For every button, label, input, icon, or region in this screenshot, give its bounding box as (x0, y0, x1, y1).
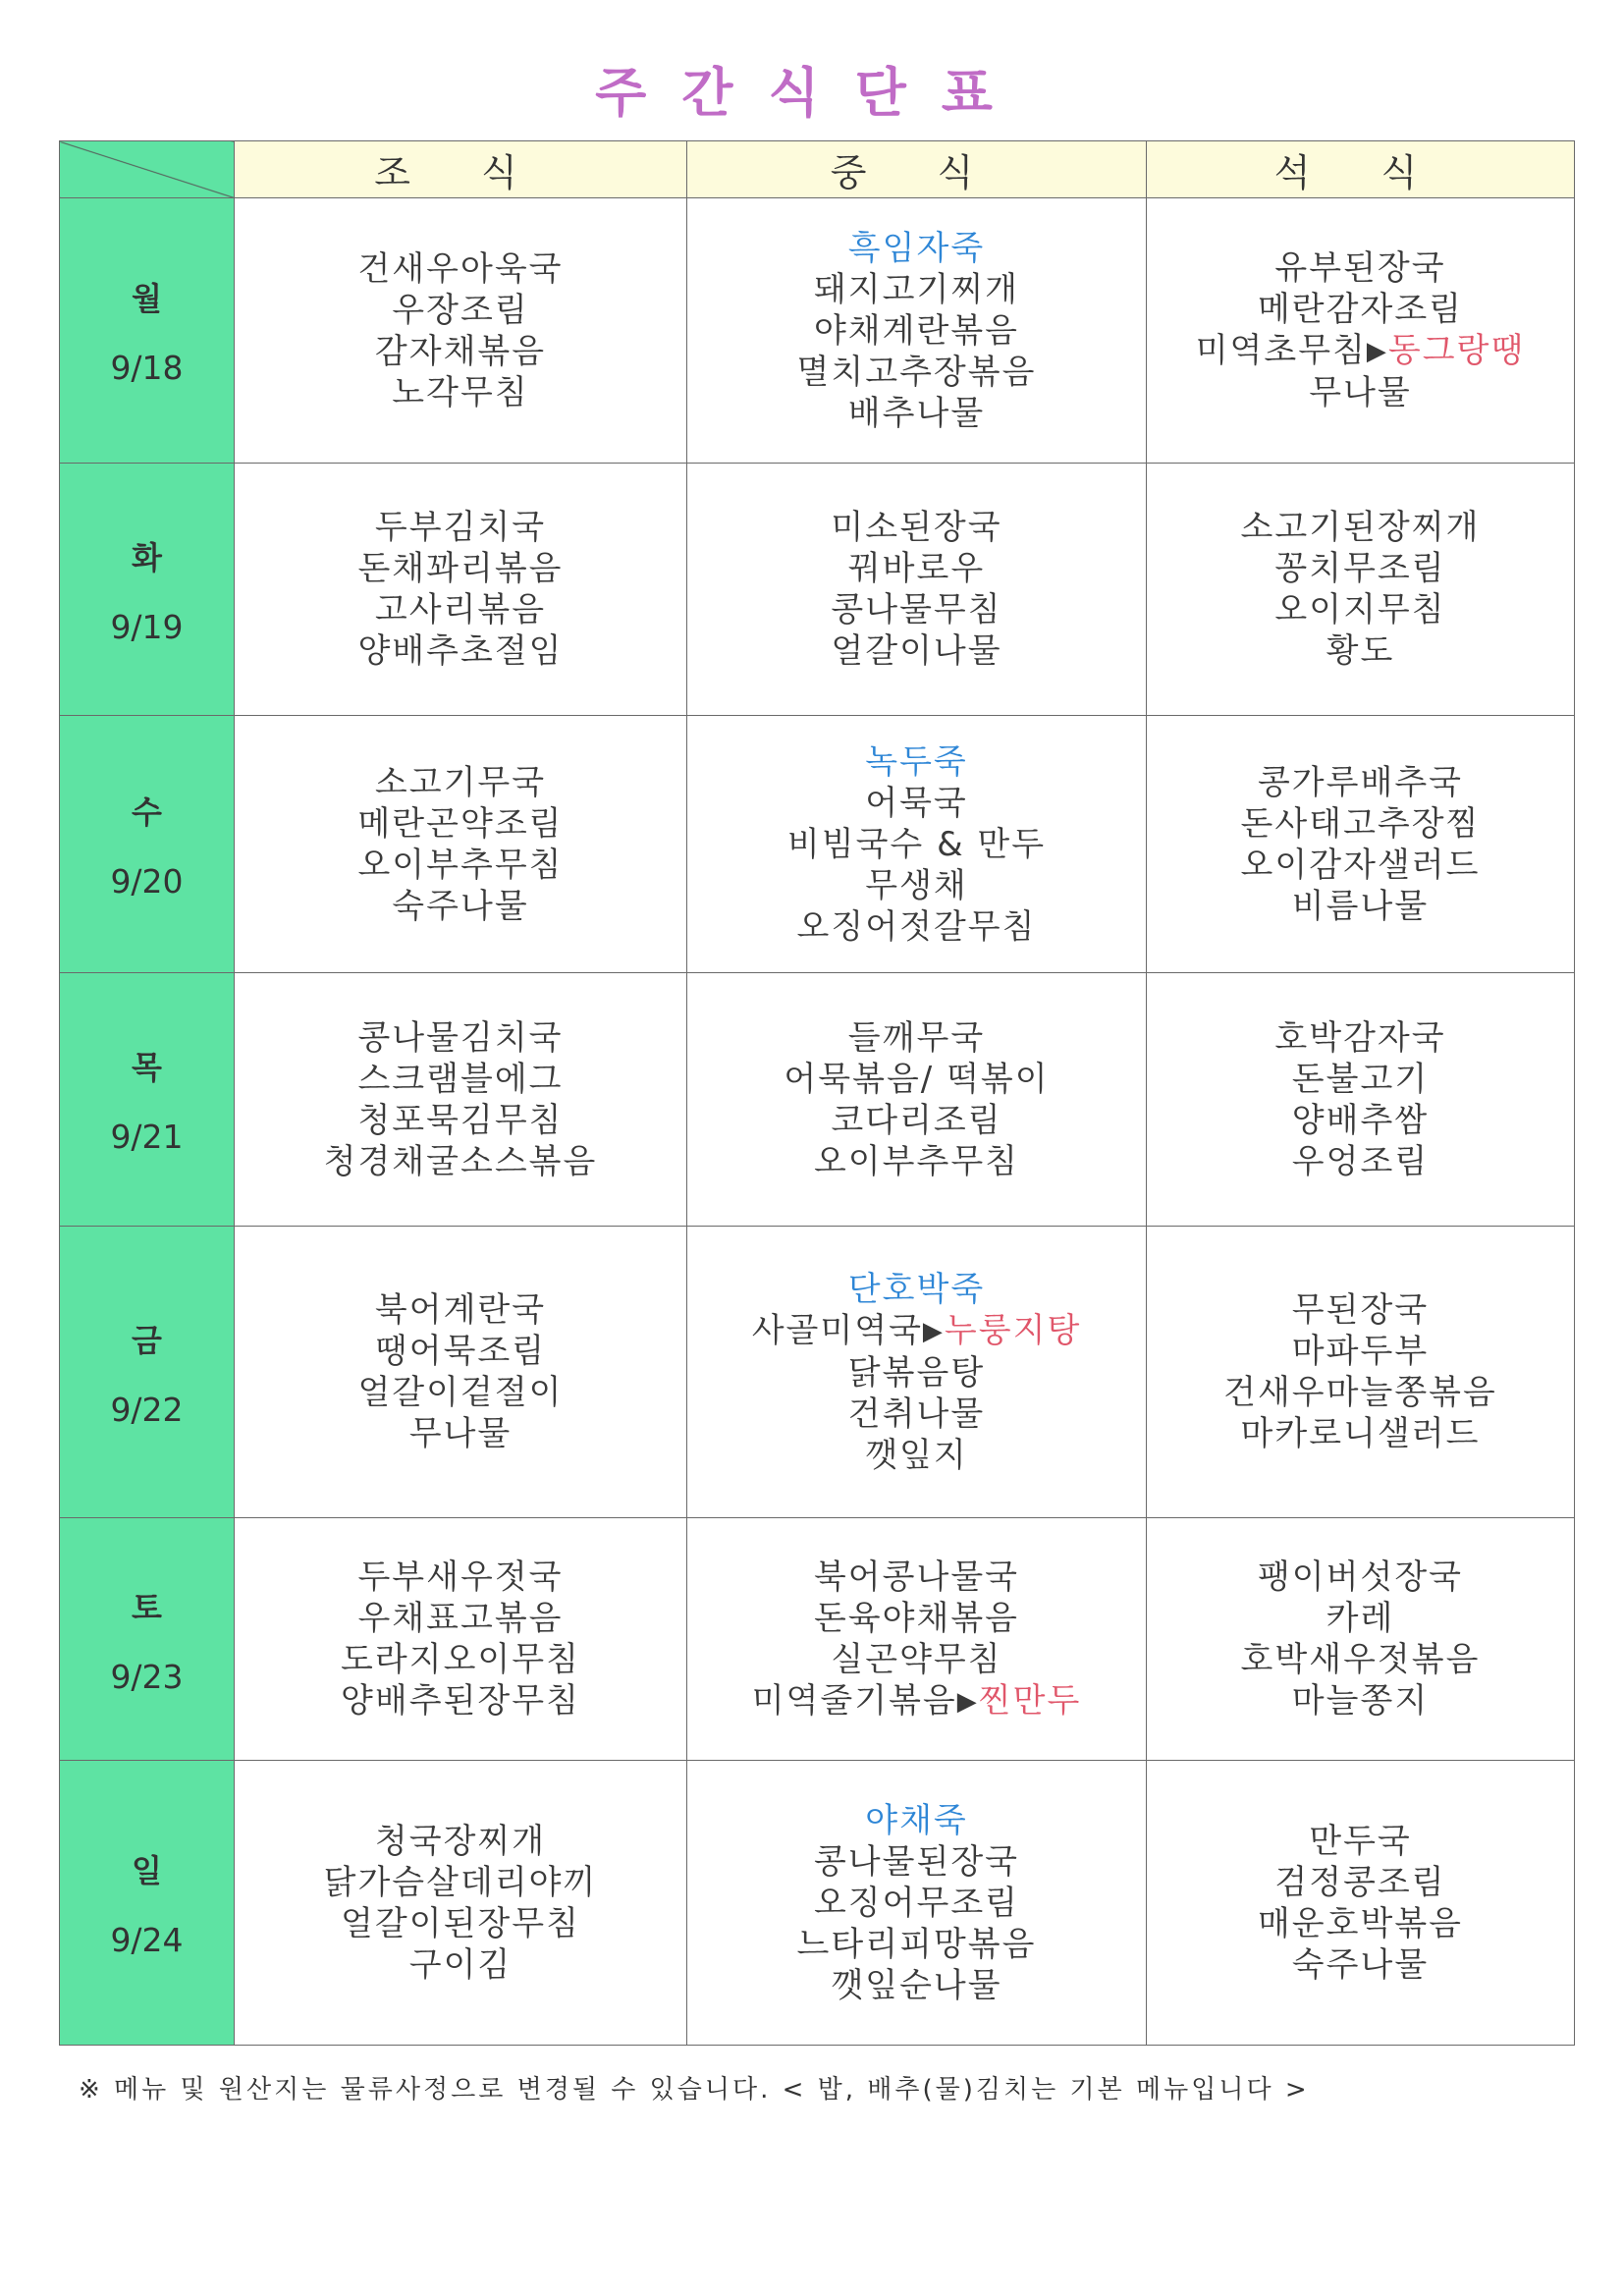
menu-item-text: 오징어무조림 (813, 1883, 1020, 1923)
menu-item (1147, 1059, 1574, 1100)
menu-item (687, 1841, 1146, 1883)
day-row (60, 716, 1575, 973)
lunch-cell (687, 716, 1147, 973)
menu-item (235, 1289, 686, 1331)
menu-item-text: 만두국 (1309, 1821, 1412, 1861)
menu-item (687, 1141, 1146, 1182)
menu-item-text: 양배추쌈 (1291, 1100, 1430, 1140)
lunch-cell (687, 1227, 1147, 1518)
menu-item (1147, 1372, 1574, 1413)
menu-item-text: 청포묵김무침 (357, 1100, 564, 1140)
page-title: 주간식단표 (595, 62, 1028, 124)
menu-item (687, 865, 1146, 906)
menu-item-text: 우장조림 (392, 290, 529, 330)
breakfast-cell (235, 1761, 687, 2046)
menu-item-text: 두부김치국 (374, 508, 547, 547)
day-name: 목 (132, 1049, 162, 1086)
menu-item (687, 1800, 1146, 1841)
footnote: ※ 메뉴 및 원산지는 물류사정으로 변경될 수 있습니다. < 밥, 배추(물)김치는 기본 메뉴입니다 > (79, 2075, 1310, 2105)
menu-body (60, 198, 1575, 2046)
menu-item-text: 무나물 (1309, 373, 1412, 412)
dinner-cell (1147, 464, 1575, 716)
day-row (60, 198, 1575, 464)
menu-item (1147, 1639, 1574, 1680)
day-cell (60, 464, 235, 716)
menu-item-text: 스크램블에그 (357, 1059, 564, 1099)
play-arrow-icon: ▶ (1366, 337, 1388, 366)
menu-item-text: 소고기된장찌개 (1240, 508, 1481, 547)
menu-item-text: 북어계란국 (374, 1290, 547, 1330)
menu-item (1147, 289, 1574, 330)
menu-item (687, 824, 1146, 865)
menu-item (687, 1965, 1146, 2006)
menu-item (1147, 1141, 1574, 1182)
menu-item-text: 카레 (1325, 1599, 1395, 1638)
menu-item (1147, 1862, 1574, 1903)
porridge-item: 흑임자죽 (847, 228, 986, 268)
menu-item (235, 1862, 686, 1903)
menu-item-text: 미역줄기볶음 (751, 1680, 957, 1721)
menu-item (1147, 1017, 1574, 1059)
menu-item (235, 548, 686, 589)
day-row (60, 1761, 1575, 2046)
day-cell (60, 973, 235, 1227)
menu-item-text: 건새우마늘쫑볶음 (1223, 1373, 1497, 1412)
dinner-cell (1147, 716, 1575, 973)
porridge-item: 녹두죽 (865, 741, 968, 782)
menu-item (687, 1017, 1146, 1059)
menu-item (235, 762, 686, 803)
day-row (60, 973, 1575, 1227)
day-name: 금 (132, 1321, 162, 1359)
menu-item-text: 노각무침 (392, 372, 529, 412)
breakfast-cell (235, 198, 687, 464)
menu-item-text: 비름나물 (1291, 886, 1430, 926)
menu-item-text: 황도 (1325, 631, 1395, 671)
menu-item-text: 숙주나물 (392, 886, 529, 926)
menu-item-text: 건새우아욱국 (357, 248, 564, 289)
porridge-item: 야채죽 (865, 1800, 968, 1840)
menu-item (1147, 548, 1574, 589)
day-date: 9/24 (110, 1921, 184, 1959)
menu-item-text: 우채표고볶음 (357, 1599, 564, 1638)
menu-item-text: 팽이버섯장국 (1257, 1558, 1464, 1597)
menu-item-text: 꽁치무조림 (1274, 549, 1446, 588)
menu-item-text: 북어콩나물국 (813, 1557, 1020, 1597)
lunch-cell (687, 198, 1147, 464)
menu-item-text: 돈채꽈리볶음 (357, 549, 564, 588)
menu-item (1147, 1557, 1574, 1598)
menu-item (235, 1331, 686, 1372)
menu-item (687, 741, 1146, 783)
menu-item (235, 1598, 686, 1639)
menu-item (1147, 589, 1574, 630)
day-date: 9/21 (110, 1118, 184, 1156)
menu-item-text: 두부새우젓국 (357, 1558, 564, 1597)
menu-item-text: 소고기무국 (374, 762, 547, 802)
menu-item (687, 1435, 1146, 1476)
header-row (60, 141, 1575, 198)
menu-item (687, 269, 1146, 310)
menu-item (235, 331, 686, 372)
menu-item (235, 630, 686, 672)
menu-item (1147, 845, 1574, 886)
menu-item (1147, 1903, 1574, 1944)
menu-item-text: 깻잎순나물 (831, 1965, 1002, 2005)
menu-item (687, 548, 1146, 589)
menu-item-text: 돈육야채볶음 (813, 1598, 1020, 1638)
menu-item-text: 얼갈이된장무침 (341, 1903, 580, 1943)
column-header-dinner: 석 식 (1147, 141, 1575, 198)
menu-item-text: 멸치고추장볶음 (796, 352, 1037, 392)
day-row (60, 1518, 1575, 1761)
menu-item (235, 1680, 686, 1722)
play-arrow-icon: ▶ (956, 1686, 979, 1717)
weekly-menu-table (59, 140, 1575, 2046)
menu-item (1147, 507, 1574, 548)
menu-item (687, 1924, 1146, 1965)
menu-item (235, 1944, 686, 1986)
menu-item (235, 1639, 686, 1680)
day-date: 9/18 (110, 349, 184, 387)
menu-item-text: 숙주나물 (1291, 1944, 1430, 1985)
day-cell (60, 1518, 235, 1761)
menu-item-text: 어묵국 (865, 783, 968, 823)
menu-item-text: 돈사태고추장찜 (1240, 803, 1481, 844)
play-arrow-icon: ▶ (922, 1316, 945, 1346)
menu-item (687, 228, 1146, 269)
menu-item (687, 310, 1146, 352)
menu-item-text: 청국장찌개 (374, 1821, 547, 1861)
menu-item-text: 닭가슴살데리야끼 (323, 1862, 598, 1902)
menu-item-text: 미역초무침 (1195, 331, 1367, 370)
menu-item (1147, 247, 1574, 289)
menu-item (1147, 1100, 1574, 1141)
dinner-cell (1147, 198, 1575, 464)
menu-item (687, 393, 1146, 434)
menu-item-text: 청경채굴소스볶음 (323, 1141, 598, 1181)
menu-item-text: 얼갈이겉절이 (357, 1373, 564, 1412)
menu-item-text: 유부된장국 (1274, 248, 1446, 288)
day-name: 월 (132, 280, 162, 317)
special-item: 누룽지탕 (944, 1310, 1082, 1350)
menu-item (1147, 762, 1574, 803)
menu-item-text: 매운호박볶음 (1257, 1903, 1464, 1943)
menu-item (235, 1372, 686, 1413)
menu-item (687, 589, 1146, 630)
menu-item (1147, 1944, 1574, 1986)
menu-item (235, 1100, 686, 1141)
lunch-cell (687, 464, 1147, 716)
menu-item (1147, 630, 1574, 672)
menu-item (235, 1413, 686, 1454)
menu-item (687, 1598, 1146, 1639)
lunch-cell (687, 973, 1147, 1227)
menu-item-text: 마카로니샐러드 (1240, 1414, 1481, 1453)
menu-item-text: 마늘쫑지 (1291, 1681, 1430, 1721)
menu-item-text: 오이부추무침 (357, 845, 564, 885)
menu-item (687, 783, 1146, 824)
day-row (60, 1227, 1575, 1518)
menu-item (235, 372, 686, 413)
menu-item-text: 호박감자국 (1274, 1017, 1446, 1058)
menu-item (1147, 372, 1574, 413)
menu-item (687, 507, 1146, 548)
menu-item (1147, 803, 1574, 845)
menu-item (687, 1680, 1146, 1722)
day-name: 토 (132, 1588, 162, 1626)
menu-item-text: 콩나물된장국 (813, 1841, 1020, 1882)
menu-item (235, 248, 686, 290)
menu-item-text: 코다리조림 (831, 1100, 1002, 1140)
menu-item (687, 906, 1146, 948)
menu-item (1147, 1821, 1574, 1862)
menu-item-text: 느타리피망볶음 (796, 1924, 1037, 1964)
menu-item-text: 야채계란볶음 (813, 310, 1020, 351)
menu-item (235, 803, 686, 845)
menu-item (687, 1352, 1146, 1394)
menu-item-text: 무된장국 (1291, 1290, 1430, 1330)
menu-item-text: 깻잎지 (865, 1435, 968, 1475)
menu-item (687, 352, 1146, 393)
menu-item (235, 1557, 686, 1598)
breakfast-cell (235, 973, 687, 1227)
menu-item-text: 고사리볶음 (374, 590, 547, 629)
lunch-cell (687, 1518, 1147, 1761)
menu-item-text: 돈불고기 (1291, 1059, 1430, 1099)
menu-item (235, 886, 686, 927)
menu-item-text: 들깨무국 (847, 1017, 986, 1058)
breakfast-cell (235, 464, 687, 716)
menu-item (1147, 1680, 1574, 1722)
day-date: 9/19 (110, 607, 184, 646)
menu-item-text: 얼갈이나물 (831, 631, 1002, 671)
lunch-cell (687, 1761, 1147, 2046)
day-cell (60, 1227, 235, 1518)
menu-item-text: 구이김 (408, 1944, 513, 1985)
day-name: 화 (132, 538, 162, 576)
menu-item (235, 589, 686, 630)
menu-item-text: 꿔바로우 (847, 549, 986, 588)
day-row (60, 464, 1575, 716)
menu-item-text: 호박새우젓볶음 (1240, 1640, 1481, 1679)
menu-item-text: 무나물 (408, 1414, 513, 1453)
special-item: 찐만두 (978, 1680, 1082, 1721)
menu-item-text: 땡어묵조림 (374, 1332, 547, 1371)
menu-item-text: 감자채볶음 (374, 331, 547, 371)
menu-item (687, 1394, 1146, 1435)
menu-item (235, 1821, 686, 1862)
menu-item-text: 무생채 (865, 865, 968, 905)
menu-item-text: 미소된장국 (831, 508, 1002, 547)
menu-item-text: 배추나물 (847, 393, 986, 433)
day-cell (60, 1761, 235, 2046)
menu-item (1147, 1289, 1574, 1331)
dinner-cell (1147, 1227, 1575, 1518)
day-date: 9/20 (110, 862, 184, 901)
day-name: 수 (132, 793, 162, 831)
menu-item-text: 검정콩조림 (1274, 1862, 1446, 1902)
menu-item (687, 1310, 1146, 1352)
day-date: 9/22 (110, 1390, 184, 1429)
column-header-lunch: 중 식 (687, 141, 1147, 198)
corner-cell (60, 141, 235, 198)
menu-item-text: 오이지무침 (1274, 590, 1446, 629)
dinner-cell (1147, 1518, 1575, 1761)
menu-item-text: 오이부추무침 (813, 1141, 1020, 1181)
menu-item-text: 어묵볶음/ 떡볶이 (784, 1059, 1050, 1099)
menu-item (687, 1557, 1146, 1598)
menu-item-text: 콩나물무침 (831, 590, 1002, 629)
menu-item (235, 507, 686, 548)
menu-item (687, 1100, 1146, 1141)
special-item: 동그랑땡 (1387, 331, 1526, 370)
menu-item-text: 우엉조림 (1291, 1141, 1430, 1181)
menu-item (687, 1269, 1146, 1310)
porridge-item: 단호박죽 (847, 1269, 986, 1309)
day-cell (60, 198, 235, 464)
breakfast-cell (235, 1227, 687, 1518)
menu-item (235, 845, 686, 886)
menu-item-text: 실곤약무침 (831, 1639, 1002, 1679)
menu-item-text: 비빔국수 & 만두 (786, 824, 1047, 864)
menu-item-text: 오징어젓갈무침 (796, 906, 1037, 947)
dinner-cell (1147, 1761, 1575, 2046)
menu-item-text: 메란감자조림 (1257, 290, 1464, 329)
menu-item-text: 양배추된장무침 (341, 1681, 580, 1721)
menu-item (235, 1059, 686, 1100)
menu-item (687, 630, 1146, 672)
day-date: 9/23 (110, 1657, 184, 1696)
breakfast-cell (235, 1518, 687, 1761)
menu-item (235, 290, 686, 331)
menu-item-text: 돼지고기찌개 (813, 269, 1020, 309)
menu-item (235, 1017, 686, 1059)
menu-item-text: 메란곤약조림 (357, 803, 564, 844)
menu-item (1147, 1598, 1574, 1639)
day-name: 일 (132, 1852, 162, 1889)
day-cell (60, 716, 235, 973)
menu-item-text: 도라지오이무침 (341, 1640, 580, 1679)
breakfast-cell (235, 716, 687, 973)
menu-item (687, 1059, 1146, 1100)
menu-item-text: 콩가루배추국 (1257, 762, 1464, 802)
menu-item (235, 1903, 686, 1944)
menu-item (1147, 1331, 1574, 1372)
menu-item-text: 마파두부 (1291, 1332, 1430, 1371)
menu-item (1147, 1413, 1574, 1454)
menu-item-text: 사골미역국 (751, 1310, 923, 1350)
menu-item-text: 건취나물 (847, 1394, 986, 1434)
menu-item-text: 콩나물김치국 (357, 1017, 564, 1058)
menu-item (687, 1639, 1146, 1680)
menu-item-text: 닭볶음탕 (847, 1352, 986, 1393)
menu-item (235, 1141, 686, 1182)
menu-item (1147, 330, 1574, 372)
menu-item-text: 양배추초절임 (357, 631, 564, 671)
menu-item-text: 오이감자샐러드 (1240, 845, 1481, 885)
dinner-cell (1147, 973, 1575, 1227)
menu-item (687, 1883, 1146, 1924)
column-header-breakfast: 조 식 (235, 141, 687, 198)
menu-item (1147, 886, 1574, 927)
